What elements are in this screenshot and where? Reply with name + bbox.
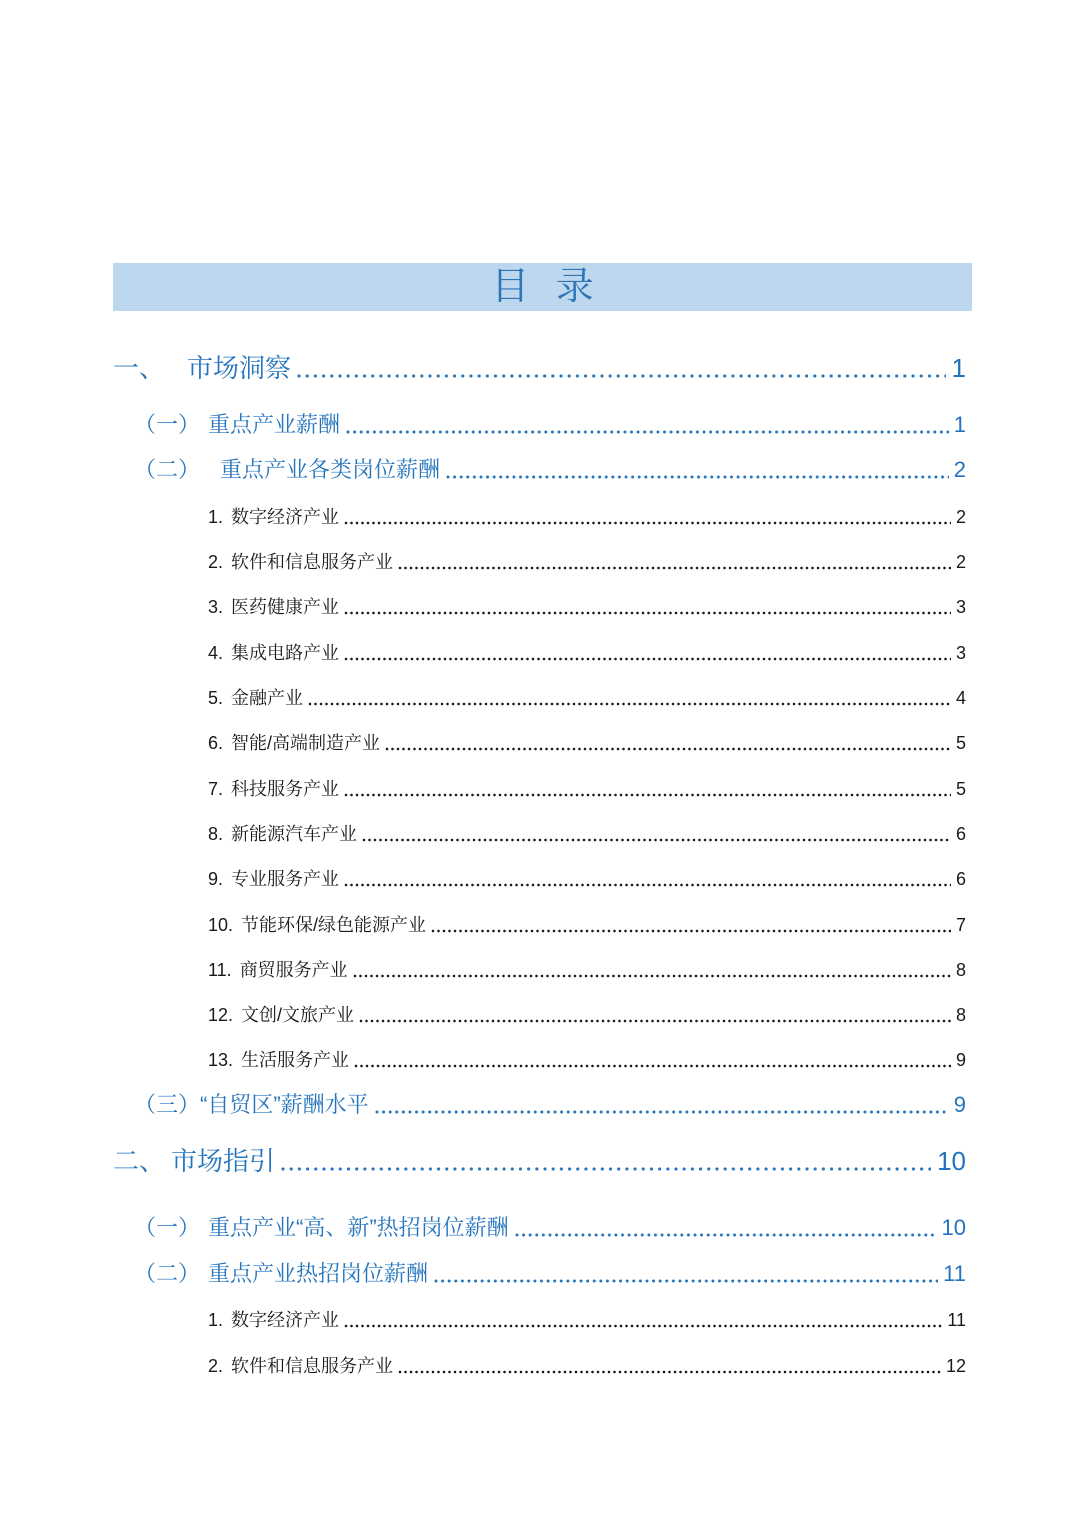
- dot-leader: [431, 929, 951, 933]
- toc-entry-level3[interactable]: [208, 952, 966, 988]
- toc-entry-page-number: 10: [937, 1146, 966, 1176]
- toc-entry-level3[interactable]: [208, 499, 966, 535]
- toc-entry-number: 2.: [208, 552, 224, 572]
- toc-entry-page-number: 8: [955, 960, 966, 980]
- toc-entry-page-number: 7: [955, 915, 966, 935]
- toc-entry-number: 11.: [208, 960, 232, 980]
- dot-leader: [446, 475, 949, 479]
- toc-entry-title: 重点产业薪酬: [208, 412, 341, 437]
- toc-entry-title: 智能/高端制造产业: [231, 733, 381, 753]
- toc-entry-title: 软件和信息服务产业: [231, 552, 394, 572]
- toc-entry-page-number: 3: [955, 597, 966, 617]
- toc-entry-page-number: 2: [955, 552, 966, 572]
- dot-leader: [434, 1279, 938, 1283]
- toc-entry-level3[interactable]: [208, 725, 966, 761]
- toc-entry-title: 数字经济产业: [231, 1310, 340, 1330]
- toc-entry-number: （二）: [134, 1261, 201, 1286]
- toc-entry-title: 新能源汽车产业: [231, 824, 358, 844]
- toc-entry-title: 文创/文旅产业: [241, 1005, 355, 1025]
- toc-entry-number: 7.: [208, 779, 224, 799]
- dot-leader: [346, 430, 949, 434]
- toc-entry-number: 1.: [208, 507, 224, 527]
- toc-entry-title: 数字经济产业: [231, 507, 340, 527]
- dot-leader: [398, 1370, 941, 1374]
- toc-entry-level3[interactable]: [208, 1302, 966, 1338]
- toc-entry-level3[interactable]: [208, 907, 966, 943]
- dot-leader: [344, 611, 951, 615]
- toc-entry-title: 医药健康产业: [231, 597, 340, 617]
- toc-entry-page-number: 2: [955, 507, 966, 527]
- dot-leader: [515, 1233, 937, 1237]
- toc-entry-page-number: 5: [955, 779, 966, 799]
- toc-entry-number: 8.: [208, 824, 224, 844]
- toc-entry-title: 重点产业各类岗位薪酬: [220, 457, 441, 482]
- toc-entry-number: （一）: [134, 412, 201, 437]
- toc-entry-level1[interactable]: [113, 1143, 966, 1179]
- toc-entry-number: （二）: [134, 457, 201, 482]
- toc-entry-title: 重点产业热招岗位薪酬: [208, 1261, 429, 1286]
- toc-entry-page-number: 12: [945, 1356, 966, 1376]
- toc-entry-title: 市场指引: [171, 1146, 276, 1176]
- dot-leader: [354, 1064, 951, 1068]
- toc-entry-number: 2.: [208, 1356, 224, 1376]
- toc-entry-level3[interactable]: [208, 544, 966, 580]
- dot-leader: [398, 566, 951, 570]
- dot-leader: [344, 521, 951, 525]
- toc-entry-level3[interactable]: [208, 1348, 966, 1384]
- toc-entry-title: 重点产业“高、新”热招岗位薪酬: [208, 1215, 509, 1240]
- dot-leader: [344, 883, 951, 887]
- toc-entry-level3[interactable]: [208, 997, 966, 1033]
- toc-entry-level3[interactable]: [208, 680, 966, 716]
- toc-entry-level2[interactable]: [134, 407, 966, 443]
- toc-entry-page-number: 11: [947, 1310, 966, 1330]
- toc-entry-level3[interactable]: [208, 589, 966, 625]
- toc-entry-page-number: 8: [955, 1005, 966, 1025]
- toc-entry-number: 9.: [208, 869, 224, 889]
- toc-entry-title: 商贸服务产业: [239, 960, 348, 980]
- toc-entry-page-number: 3: [955, 643, 966, 663]
- toc-title-bar: [113, 263, 972, 311]
- toc-entry-page-number: 4: [955, 688, 966, 708]
- toc-entry-title: 节能环保/绿色能源产业: [241, 915, 427, 935]
- toc-entry-number: 10.: [208, 915, 234, 935]
- toc-entry-number: 5.: [208, 688, 224, 708]
- toc-entry-page-number: 9: [953, 1092, 966, 1117]
- toc-entry-title: 集成电路产业: [231, 643, 340, 663]
- dot-leader: [308, 702, 951, 706]
- dot-leader: [353, 974, 951, 978]
- dot-leader: [362, 838, 951, 842]
- toc-entry-page-number: 9: [955, 1050, 966, 1070]
- toc-entry-number: （一）: [134, 1215, 201, 1240]
- toc-entry-level2[interactable]: [134, 1210, 966, 1246]
- toc-entry-level1[interactable]: [113, 350, 966, 386]
- toc-entry-title: 专业服务产业: [231, 869, 340, 889]
- toc-title: 目 录: [491, 266, 602, 308]
- toc-entry-page-number: 10: [941, 1215, 966, 1240]
- toc-entry-level3[interactable]: [208, 771, 966, 807]
- toc-entry-title: 生活服务产业: [241, 1050, 350, 1070]
- toc-entry-level3[interactable]: [208, 635, 966, 671]
- dot-leader: [344, 657, 951, 661]
- toc-entry-page-number: 6: [955, 869, 966, 889]
- dot-leader: [344, 793, 951, 797]
- toc-entry-level3[interactable]: [208, 1042, 966, 1078]
- toc-entry-title: “自贸区”薪酬水平: [200, 1092, 369, 1117]
- toc-entry-level2[interactable]: [134, 452, 966, 488]
- toc-entry-number: 4.: [208, 643, 224, 663]
- toc-entry-title: 科技服务产业: [231, 779, 340, 799]
- toc-entry-number: 6.: [208, 733, 224, 753]
- dot-leader: [297, 374, 946, 378]
- dot-leader: [281, 1167, 931, 1171]
- toc-entry-level3[interactable]: [208, 861, 966, 897]
- toc-entry-title: 金融产业: [231, 688, 304, 708]
- toc-entry-title: 软件和信息服务产业: [231, 1356, 394, 1376]
- dot-leader: [385, 747, 951, 751]
- toc-entry-level2[interactable]: [134, 1256, 966, 1292]
- toc-entry-page-number: 11: [943, 1261, 966, 1286]
- toc-entry-page-number: 2: [953, 457, 966, 482]
- toc-entry-title: 市场洞察: [187, 353, 292, 383]
- toc-entry-number: 1.: [208, 1310, 224, 1330]
- toc-entry-level2[interactable]: [134, 1087, 966, 1123]
- toc-entry-page-number: 1: [951, 353, 966, 383]
- toc-entry-page-number: 6: [955, 824, 966, 844]
- toc-entry-number: 13.: [208, 1050, 234, 1070]
- dot-leader: [375, 1110, 949, 1114]
- toc-entry-number: 3.: [208, 597, 224, 617]
- dot-leader: [359, 1019, 951, 1023]
- toc-entry-number: （三）: [134, 1092, 201, 1117]
- toc-entry-number: 一、: [113, 353, 166, 383]
- toc-entry-level3[interactable]: [208, 816, 966, 852]
- toc-entry-number: 12.: [208, 1005, 234, 1025]
- dot-leader: [344, 1324, 942, 1328]
- toc-entry-page-number: 5: [955, 733, 966, 753]
- toc-entry-number: 二、: [113, 1146, 166, 1176]
- toc-entry-page-number: 1: [953, 412, 966, 437]
